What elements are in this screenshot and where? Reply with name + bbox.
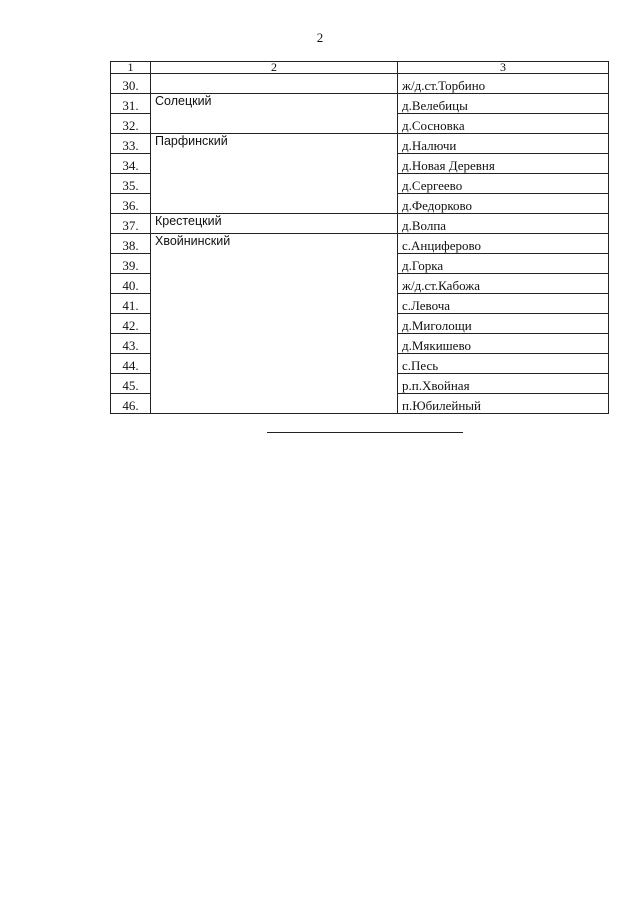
row-number: 42. xyxy=(111,314,151,334)
table-row xyxy=(111,234,609,254)
localities-table xyxy=(110,61,609,414)
locality-cell: д.Велебицы xyxy=(398,94,609,114)
row-number: 36. xyxy=(111,194,151,214)
row-number: 32. xyxy=(111,114,151,134)
locality-cell: ж/д.ст.Торбино xyxy=(398,74,609,94)
row-number: 34. xyxy=(111,154,151,174)
row-number: 37. xyxy=(111,214,151,234)
table-row xyxy=(111,94,609,114)
locality-cell: с.Левоча xyxy=(398,294,609,314)
row-number: 41. xyxy=(111,294,151,314)
column-header: 2 xyxy=(151,62,398,74)
locality-cell: с.Песь xyxy=(398,354,609,374)
end-divider-line xyxy=(267,432,463,433)
locality-cell: д.Новая Деревня xyxy=(398,154,609,174)
locality-cell: п.Юбилейный xyxy=(398,394,609,414)
district-cell: Парфинский xyxy=(151,134,398,214)
locality-cell: д.Налючи xyxy=(398,134,609,154)
locality-cell: д.Сергеево xyxy=(398,174,609,194)
column-header: 1 xyxy=(111,62,151,74)
row-number: 38. xyxy=(111,234,151,254)
row-number: 46. xyxy=(111,394,151,414)
district-cell: Солецкий xyxy=(151,94,398,134)
row-number: 43. xyxy=(111,334,151,354)
district-cell: Крестецкий xyxy=(151,214,398,234)
locality-cell: ж/д.ст.Кабожа xyxy=(398,274,609,294)
page-number: 2 xyxy=(316,30,324,45)
locality-cell: д.Миголощи xyxy=(398,314,609,334)
locality-cell: р.п.Хвойная xyxy=(398,374,609,394)
table-row xyxy=(111,74,609,94)
row-number: 31. xyxy=(111,94,151,114)
locality-cell: д.Мякишево xyxy=(398,334,609,354)
locality-cell: д.Сосновка xyxy=(398,114,609,134)
table-row xyxy=(111,134,609,154)
row-number: 39. xyxy=(111,254,151,274)
table-row xyxy=(111,214,609,234)
table-header-row xyxy=(111,62,609,74)
district-cell xyxy=(151,74,398,94)
row-number: 30. xyxy=(111,74,151,94)
row-number: 35. xyxy=(111,174,151,194)
row-number: 40. xyxy=(111,274,151,294)
locality-cell: д.Волпа xyxy=(398,214,609,234)
locality-cell: д.Горка xyxy=(398,254,609,274)
locality-cell: д.Федорково xyxy=(398,194,609,214)
column-header: 3 xyxy=(398,62,609,74)
row-number: 45. xyxy=(111,374,151,394)
row-number: 44. xyxy=(111,354,151,374)
row-number: 33. xyxy=(111,134,151,154)
locality-cell: с.Анциферово xyxy=(398,234,609,254)
district-cell: Хвойнинский xyxy=(151,234,398,414)
